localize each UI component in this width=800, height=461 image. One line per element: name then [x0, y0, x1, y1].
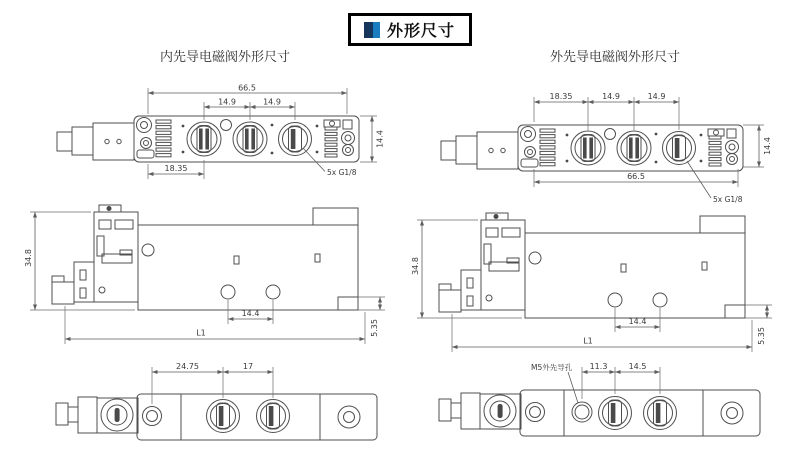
left-column-header: 内先导电磁阀外形尺寸: [159, 50, 290, 65]
dim-overall-width: 66.5: [627, 172, 645, 181]
right-bottom-view-drawing: [430, 353, 775, 461]
right-top-view-drawing: [430, 80, 780, 208]
dim-port-spacing-b: 14.9: [263, 97, 281, 107]
left-top-view-drawing: [55, 80, 395, 188]
right-side-view-drawing: [412, 200, 787, 365]
ports-callout: 5x G1/8: [327, 168, 357, 177]
pilot-hole-callout: M5外先导孔: [531, 363, 573, 372]
dim-length: L1: [583, 336, 593, 346]
dim-length: L1: [196, 328, 206, 338]
dim-height: 34.8: [411, 257, 420, 275]
dim-port-spacing-a: 14.9: [602, 92, 620, 101]
left-bottom-view-drawing: [55, 358, 395, 458]
right-column-header: 外先导电磁阀外形尺寸: [549, 50, 680, 65]
dim-body-height: 14.4: [375, 130, 385, 148]
left-side-view-drawing: [25, 192, 400, 357]
dim-port-spacing-a: 14.9: [218, 97, 236, 107]
ports-callout: 5x G1/8: [713, 195, 743, 204]
dim-port-spacing: 17: [242, 362, 254, 371]
page-title: 外形尺寸: [387, 21, 456, 40]
dim-foot-height: 5.35: [757, 327, 766, 345]
dim-foot-height: 5.35: [370, 319, 379, 337]
dim-hole-to-port: 24.75: [176, 362, 199, 371]
blue-square-icon: [364, 22, 380, 38]
dim-hole-spacing: 14.4: [628, 317, 647, 326]
dim-pilot-to-port: 11.3: [589, 362, 608, 371]
dim-height: 34.8: [24, 249, 33, 267]
title-box: [348, 13, 472, 46]
dim-overall-width: 66.5: [238, 83, 256, 93]
dim-left-offset: 18.35: [164, 164, 188, 173]
dim-body-height: 14.4: [763, 137, 772, 155]
dim-hole-spacing: 14.4: [241, 309, 260, 318]
dim-port-spacing: 14.5: [628, 362, 647, 371]
dim-left-offset: 18.35: [549, 92, 573, 101]
dim-port-spacing-b: 14.9: [647, 92, 666, 101]
